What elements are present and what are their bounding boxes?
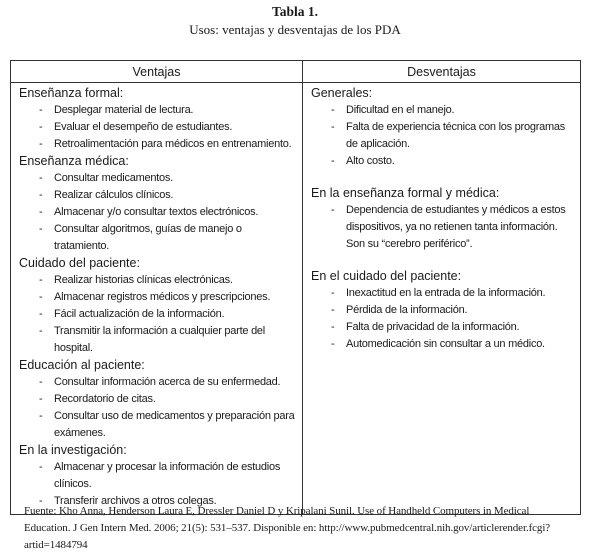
section-cuidado-paciente <box>19 255 296 357</box>
list-item: - Dificultad en el manejo. <box>331 102 574 119</box>
list-item: - Almacenar y/o consultar textos electrónicos. <box>39 204 296 221</box>
list-item: - Transmitir la información a cualquier parte del hospital. <box>39 323 296 357</box>
list-item: - Almacenar registros médicos y prescripciones. <box>39 289 296 306</box>
list-item: - Fácil actualización de la información. <box>39 306 296 323</box>
list-item: - Transferir archivos a otros colegas. <box>39 493 296 510</box>
item-list <box>311 202 574 253</box>
section-educacion-paciente <box>19 357 296 442</box>
section-heading: Enseñanza formal: <box>19 86 124 100</box>
section-ensenanza-formal-medica <box>311 185 574 253</box>
ventajas-cell <box>11 83 303 515</box>
list-item: - Inexactitud en la entrada de la información. <box>331 285 574 302</box>
item-list <box>311 285 574 353</box>
list-item: - Desplegar material de lectura. <box>39 102 296 119</box>
section-heading: Cuidado del paciente: <box>19 256 140 270</box>
list-item: - Alto costo. <box>331 153 574 170</box>
section-ensenanza-medica <box>19 153 296 255</box>
table-subtitle: Usos: ventajas y desventajas de los PDA <box>189 22 401 37</box>
list-item: - Evaluar el desempeño de estudiantes. <box>39 119 296 136</box>
column-header-desventajas: Desventajas <box>303 61 581 83</box>
list-item: - Falta de privacidad de la información. <box>331 319 574 336</box>
column-header-ventajas: Ventajas <box>11 61 303 83</box>
list-item: - Automedicación sin consultar a un médico. <box>331 336 574 353</box>
list-item: - Retroalimentación para médicos en entrenamiento. <box>39 136 296 153</box>
list-item: - Falta de experiencia técnica con los programas de aplicación. <box>331 119 574 153</box>
list-item: - Consultar algoritmos, guías de manejo o tratamiento. <box>39 221 296 255</box>
pda-uses-table <box>10 60 581 515</box>
section-heading: Educación al paciente: <box>19 358 145 372</box>
section-heading: En la investigación: <box>19 443 127 457</box>
item-list <box>19 272 296 357</box>
header-row <box>11 61 581 83</box>
list-item: - Consultar medicamentos. <box>39 170 296 187</box>
list-item: - Realizar historias clínicas electrónicas. <box>39 272 296 289</box>
list-item: - Recordatorio de citas. <box>39 391 296 408</box>
item-list <box>311 102 574 170</box>
table-body-row <box>11 83 581 515</box>
section-heading: Enseñanza médica: <box>19 154 129 168</box>
list-item: - Pérdida de la información. <box>331 302 574 319</box>
section-heading: Generales: <box>311 86 373 100</box>
item-list <box>19 170 296 255</box>
desventajas-cell <box>303 83 581 515</box>
item-list <box>19 374 296 442</box>
item-list <box>19 102 296 153</box>
table-title: Tabla 1. <box>271 4 319 19</box>
section-heading: En el cuidado del paciente: <box>311 269 462 283</box>
section-heading: En la enseñanza formal y médica: <box>311 186 500 200</box>
list-item: - Almacenar y procesar la información de estudios clínicos. <box>39 459 296 493</box>
section-ensenanza-formal <box>19 85 296 153</box>
section-generales <box>311 85 574 170</box>
list-item: - Realizar cálculos clínicos. <box>39 187 296 204</box>
source-citation: Fuente: Kho Anna, Henderson Laura E, Dressler Daniel D y Kripalani Sunil. Use of Handheld Computers in Medical Education. J Gen Intern Med. 2006; 21(5): 531–537. Disponible en: http://www.pubmedcentral.nih.gov/articlerender.fcgi?artid=1484794 <box>24 505 551 551</box>
section-cuidado-paciente-desventajas <box>311 268 574 353</box>
list-item: - Consultar uso de medicamentos y preparación para exámenes. <box>39 408 296 442</box>
section-investigacion <box>19 442 296 510</box>
list-item: - Consultar información acerca de su enfermedad. <box>39 374 296 391</box>
list-item: - Dependencia de estudiantes y médicos a estos dispositivos, ya no retienen tanta información. Son su “cerebro periférico”. <box>331 202 574 253</box>
